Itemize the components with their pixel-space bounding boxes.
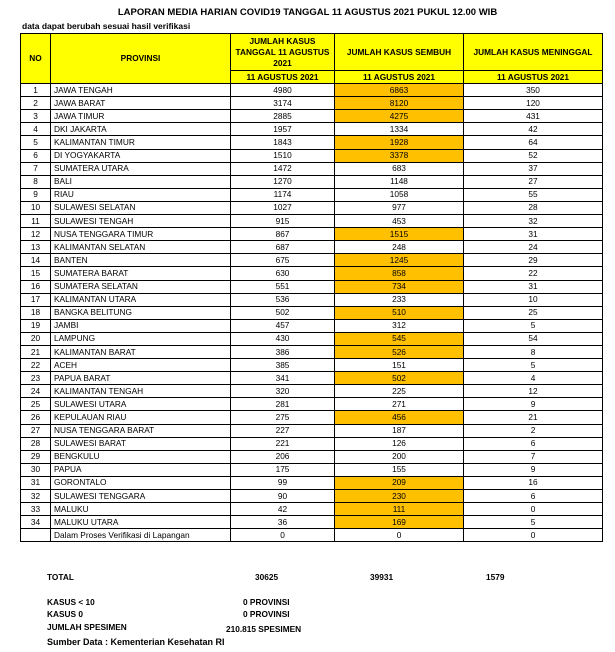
row-no: 14 xyxy=(21,254,51,267)
row-provinsi: NUSA TENGGARA TIMUR xyxy=(51,228,231,241)
row-kasus: 386 xyxy=(231,345,335,358)
row-provinsi: Dalam Proses Verifikasi di Lapangan xyxy=(51,529,231,542)
row-no: 12 xyxy=(21,228,51,241)
row-provinsi: NUSA TENGGARA BARAT xyxy=(51,424,231,437)
table-row xyxy=(21,463,603,476)
row-provinsi: SULAWESI UTARA xyxy=(51,398,231,411)
row-no: 30 xyxy=(21,463,51,476)
header-date-sembuh: 11 AGUSTUS 2021 xyxy=(335,71,464,84)
row-provinsi: BANGKA BELITUNG xyxy=(51,306,231,319)
row-sembuh: 734 xyxy=(335,280,464,293)
row-meninggal: 350 xyxy=(464,84,603,97)
row-kasus: 99 xyxy=(231,476,335,489)
row-meninggal: 5 xyxy=(464,319,603,332)
row-provinsi: SULAWESI SELATAN xyxy=(51,201,231,214)
row-sembuh: 456 xyxy=(335,411,464,424)
table-row xyxy=(21,345,603,358)
row-meninggal: 32 xyxy=(464,215,603,228)
row-kasus: 915 xyxy=(231,215,335,228)
row-provinsi: KALIMANTAN BARAT xyxy=(51,345,231,358)
total-sembuh: 39931 xyxy=(370,572,394,582)
table-row xyxy=(21,149,603,162)
row-sembuh: 187 xyxy=(335,424,464,437)
row-sembuh: 155 xyxy=(335,463,464,476)
row-sembuh: 1515 xyxy=(335,228,464,241)
row-no: 8 xyxy=(21,175,51,188)
table-row xyxy=(21,123,603,136)
row-meninggal: 25 xyxy=(464,306,603,319)
kasus10-label: KASUS < 10 xyxy=(47,597,95,607)
table-row xyxy=(21,490,603,503)
row-kasus: 227 xyxy=(231,424,335,437)
kasus0-value: 0 PROVINSI xyxy=(243,609,290,619)
row-meninggal: 24 xyxy=(464,241,603,254)
row-sembuh: 4275 xyxy=(335,110,464,123)
row-sembuh: 233 xyxy=(335,293,464,306)
row-meninggal: 28 xyxy=(464,201,603,214)
row-meninggal: 52 xyxy=(464,149,603,162)
row-sembuh: 200 xyxy=(335,450,464,463)
row-kasus: 675 xyxy=(231,254,335,267)
row-provinsi: GORONTALO xyxy=(51,476,231,489)
row-kasus: 3174 xyxy=(231,97,335,110)
header-sembuh: JUMLAH KASUS SEMBUH xyxy=(335,34,464,71)
row-sembuh: 683 xyxy=(335,162,464,175)
row-provinsi: SUMATERA SELATAN xyxy=(51,280,231,293)
table-row xyxy=(21,437,603,450)
table-row xyxy=(21,385,603,398)
row-provinsi: KALIMANTAN TIMUR xyxy=(51,136,231,149)
row-provinsi: JAWA BARAT xyxy=(51,97,231,110)
table-row xyxy=(21,411,603,424)
row-sembuh: 1058 xyxy=(335,188,464,201)
row-no: 2 xyxy=(21,97,51,110)
row-kasus: 630 xyxy=(231,267,335,280)
row-sembuh: 126 xyxy=(335,437,464,450)
row-kasus: 175 xyxy=(231,463,335,476)
header-date-meninggal: 11 AGUSTUS 2021 xyxy=(464,71,603,84)
row-kasus: 1174 xyxy=(231,188,335,201)
row-no: 34 xyxy=(21,516,51,529)
row-provinsi: SULAWESI BARAT xyxy=(51,437,231,450)
row-meninggal: 7 xyxy=(464,450,603,463)
table-row xyxy=(21,450,603,463)
row-no: 7 xyxy=(21,162,51,175)
report-title: LAPORAN MEDIA HARIAN COVID19 TANGGAL 11 AGUSTUS 2021 PUKUL 12.00 WIB xyxy=(117,7,498,18)
row-kasus: 457 xyxy=(231,319,335,332)
table-row xyxy=(21,529,603,542)
row-meninggal: 54 xyxy=(464,332,603,345)
row-meninggal: 12 xyxy=(464,385,603,398)
table-row xyxy=(21,332,603,345)
row-sembuh: 526 xyxy=(335,345,464,358)
row-provinsi: BENGKULU xyxy=(51,450,231,463)
row-meninggal: 31 xyxy=(464,228,603,241)
table-row xyxy=(21,97,603,110)
row-sembuh: 977 xyxy=(335,201,464,214)
row-kasus: 1843 xyxy=(231,136,335,149)
table-row xyxy=(21,241,603,254)
row-kasus: 90 xyxy=(231,490,335,503)
row-meninggal: 10 xyxy=(464,293,603,306)
table-row xyxy=(21,162,603,175)
row-sembuh: 1928 xyxy=(335,136,464,149)
row-no: 1 xyxy=(21,84,51,97)
row-no: 4 xyxy=(21,123,51,136)
row-provinsi: KALIMANTAN SELATAN xyxy=(51,241,231,254)
row-meninggal: 9 xyxy=(464,398,603,411)
row-provinsi: SUMATERA UTARA xyxy=(51,162,231,175)
row-kasus: 275 xyxy=(231,411,335,424)
row-provinsi: KEPULAUAN RIAU xyxy=(51,411,231,424)
row-kasus: 1027 xyxy=(231,201,335,214)
row-no: 27 xyxy=(21,424,51,437)
row-meninggal: 0 xyxy=(464,503,603,516)
row-no: 23 xyxy=(21,372,51,385)
row-no: 20 xyxy=(21,332,51,345)
row-no: 19 xyxy=(21,319,51,332)
table-row xyxy=(21,476,603,489)
table-row xyxy=(21,398,603,411)
row-sembuh: 545 xyxy=(335,332,464,345)
row-no: 17 xyxy=(21,293,51,306)
table-row xyxy=(21,136,603,149)
table-row xyxy=(21,306,603,319)
row-meninggal: 2 xyxy=(464,424,603,437)
row-sembuh: 169 xyxy=(335,516,464,529)
row-kasus: 430 xyxy=(231,332,335,345)
row-no: 16 xyxy=(21,280,51,293)
row-no: 18 xyxy=(21,306,51,319)
spesimen-value: 210.815 SPESIMEN xyxy=(226,624,302,634)
header-kasus: JUMLAH KASUS TANGGAL 11 AGUSTUS 2021 xyxy=(231,34,335,71)
row-provinsi: JAWA TENGAH xyxy=(51,84,231,97)
row-kasus: 36 xyxy=(231,516,335,529)
row-meninggal: 0 xyxy=(464,529,603,542)
header-meninggal: JUMLAH KASUS MENINGGAL xyxy=(464,34,603,71)
table-row xyxy=(21,424,603,437)
row-provinsi: SULAWESI TENGGARA xyxy=(51,490,231,503)
row-sembuh: 8120 xyxy=(335,97,464,110)
row-provinsi: BANTEN xyxy=(51,254,231,267)
table-row xyxy=(21,319,603,332)
row-sembuh: 858 xyxy=(335,267,464,280)
row-kasus: 2885 xyxy=(231,110,335,123)
row-meninggal: 37 xyxy=(464,162,603,175)
total-kasus: 30625 xyxy=(255,572,279,582)
row-meninggal: 27 xyxy=(464,175,603,188)
row-no: 28 xyxy=(21,437,51,450)
row-sembuh: 453 xyxy=(335,215,464,228)
row-provinsi: DKI JAKARTA xyxy=(51,123,231,136)
row-provinsi: MALUKU UTARA xyxy=(51,516,231,529)
row-sembuh: 225 xyxy=(335,385,464,398)
row-kasus: 281 xyxy=(231,398,335,411)
row-meninggal: 21 xyxy=(464,411,603,424)
row-kasus: 551 xyxy=(231,280,335,293)
table-row xyxy=(21,215,603,228)
row-provinsi: PAPUA BARAT xyxy=(51,372,231,385)
row-no: 31 xyxy=(21,476,51,489)
kasus10-value: 0 PROVINSI xyxy=(243,597,290,607)
total-meninggal: 1579 xyxy=(486,572,505,582)
table-row xyxy=(21,201,603,214)
row-no: 22 xyxy=(21,359,51,372)
row-meninggal: 16 xyxy=(464,476,603,489)
table-row xyxy=(21,110,603,123)
row-kasus: 385 xyxy=(231,359,335,372)
table-row xyxy=(21,188,603,201)
table-row xyxy=(21,516,603,529)
row-meninggal: 5 xyxy=(464,359,603,372)
table-body xyxy=(21,84,603,542)
row-meninggal: 8 xyxy=(464,345,603,358)
row-sembuh: 3378 xyxy=(335,149,464,162)
row-provinsi: JAMBI xyxy=(51,319,231,332)
table-row xyxy=(21,280,603,293)
row-no: 25 xyxy=(21,398,51,411)
row-kasus: 1472 xyxy=(231,162,335,175)
row-meninggal: 4 xyxy=(464,372,603,385)
row-kasus: 320 xyxy=(231,385,335,398)
covid-table xyxy=(20,33,603,542)
header-no: NO xyxy=(21,34,51,84)
row-kasus: 502 xyxy=(231,306,335,319)
table-row xyxy=(21,175,603,188)
row-sembuh: 209 xyxy=(335,476,464,489)
row-provinsi: SULAWESI TENGAH xyxy=(51,215,231,228)
spesimen-label: JUMLAH SPESIMEN xyxy=(47,622,127,632)
row-sembuh: 111 xyxy=(335,503,464,516)
row-provinsi: SUMATERA BARAT xyxy=(51,267,231,280)
row-provinsi: ACEH xyxy=(51,359,231,372)
row-sembuh: 6863 xyxy=(335,84,464,97)
report-subtitle: data dapat berubah sesuai hasil verifikasi xyxy=(22,21,191,31)
table-row xyxy=(21,503,603,516)
total-label: TOTAL xyxy=(47,572,74,582)
row-no: 9 xyxy=(21,188,51,201)
row-sembuh: 312 xyxy=(335,319,464,332)
row-kasus: 1270 xyxy=(231,175,335,188)
row-no: 26 xyxy=(21,411,51,424)
row-provinsi: DI YOGYAKARTA xyxy=(51,149,231,162)
row-kasus: 1510 xyxy=(231,149,335,162)
table-row xyxy=(21,372,603,385)
row-meninggal: 22 xyxy=(464,267,603,280)
table-row xyxy=(21,84,603,97)
row-no: 15 xyxy=(21,267,51,280)
table-row xyxy=(21,359,603,372)
row-provinsi: RIAU xyxy=(51,188,231,201)
row-provinsi: MALUKU xyxy=(51,503,231,516)
row-no: 11 xyxy=(21,215,51,228)
row-no: 29 xyxy=(21,450,51,463)
row-sembuh: 510 xyxy=(335,306,464,319)
row-no: 3 xyxy=(21,110,51,123)
row-meninggal: 9 xyxy=(464,463,603,476)
table-row xyxy=(21,254,603,267)
row-kasus: 1957 xyxy=(231,123,335,136)
row-sembuh: 1148 xyxy=(335,175,464,188)
row-meninggal: 6 xyxy=(464,437,603,450)
header-date-kasus: 11 AGUSTUS 2021 xyxy=(231,71,335,84)
row-meninggal: 5 xyxy=(464,516,603,529)
row-provinsi: KALIMANTAN UTARA xyxy=(51,293,231,306)
row-no: 13 xyxy=(21,241,51,254)
row-kasus: 536 xyxy=(231,293,335,306)
row-no: 10 xyxy=(21,201,51,214)
row-meninggal: 6 xyxy=(464,490,603,503)
row-provinsi: LAMPUNG xyxy=(51,332,231,345)
row-kasus: 42 xyxy=(231,503,335,516)
row-meninggal: 29 xyxy=(464,254,603,267)
row-no: 32 xyxy=(21,490,51,503)
row-provinsi: PAPUA xyxy=(51,463,231,476)
row-kasus: 4980 xyxy=(231,84,335,97)
row-sembuh: 0 xyxy=(335,529,464,542)
row-no: 21 xyxy=(21,345,51,358)
row-no: 24 xyxy=(21,385,51,398)
header-provinsi: PROVINSI xyxy=(51,34,231,84)
row-no: 5 xyxy=(21,136,51,149)
row-no xyxy=(21,529,51,542)
table-row xyxy=(21,228,603,241)
row-meninggal: 55 xyxy=(464,188,603,201)
row-kasus: 341 xyxy=(231,372,335,385)
row-meninggal: 64 xyxy=(464,136,603,149)
row-sembuh: 502 xyxy=(335,372,464,385)
row-provinsi: KALIMANTAN TENGAH xyxy=(51,385,231,398)
row-meninggal: 42 xyxy=(464,123,603,136)
table-row xyxy=(21,267,603,280)
row-kasus: 687 xyxy=(231,241,335,254)
row-kasus: 867 xyxy=(231,228,335,241)
row-kasus: 0 xyxy=(231,529,335,542)
row-no: 6 xyxy=(21,149,51,162)
row-sembuh: 248 xyxy=(335,241,464,254)
data-source: Sumber Data : Kementerian Kesehatan RI xyxy=(47,637,225,647)
row-sembuh: 151 xyxy=(335,359,464,372)
row-sembuh: 1245 xyxy=(335,254,464,267)
row-kasus: 206 xyxy=(231,450,335,463)
row-provinsi: JAWA TIMUR xyxy=(51,110,231,123)
row-sembuh: 1334 xyxy=(335,123,464,136)
row-kasus: 221 xyxy=(231,437,335,450)
row-meninggal: 120 xyxy=(464,97,603,110)
kasus0-label: KASUS 0 xyxy=(47,609,83,619)
row-meninggal: 31 xyxy=(464,280,603,293)
row-sembuh: 271 xyxy=(335,398,464,411)
row-no: 33 xyxy=(21,503,51,516)
row-meninggal: 431 xyxy=(464,110,603,123)
row-provinsi: BALI xyxy=(51,175,231,188)
table-row xyxy=(21,293,603,306)
row-sembuh: 230 xyxy=(335,490,464,503)
